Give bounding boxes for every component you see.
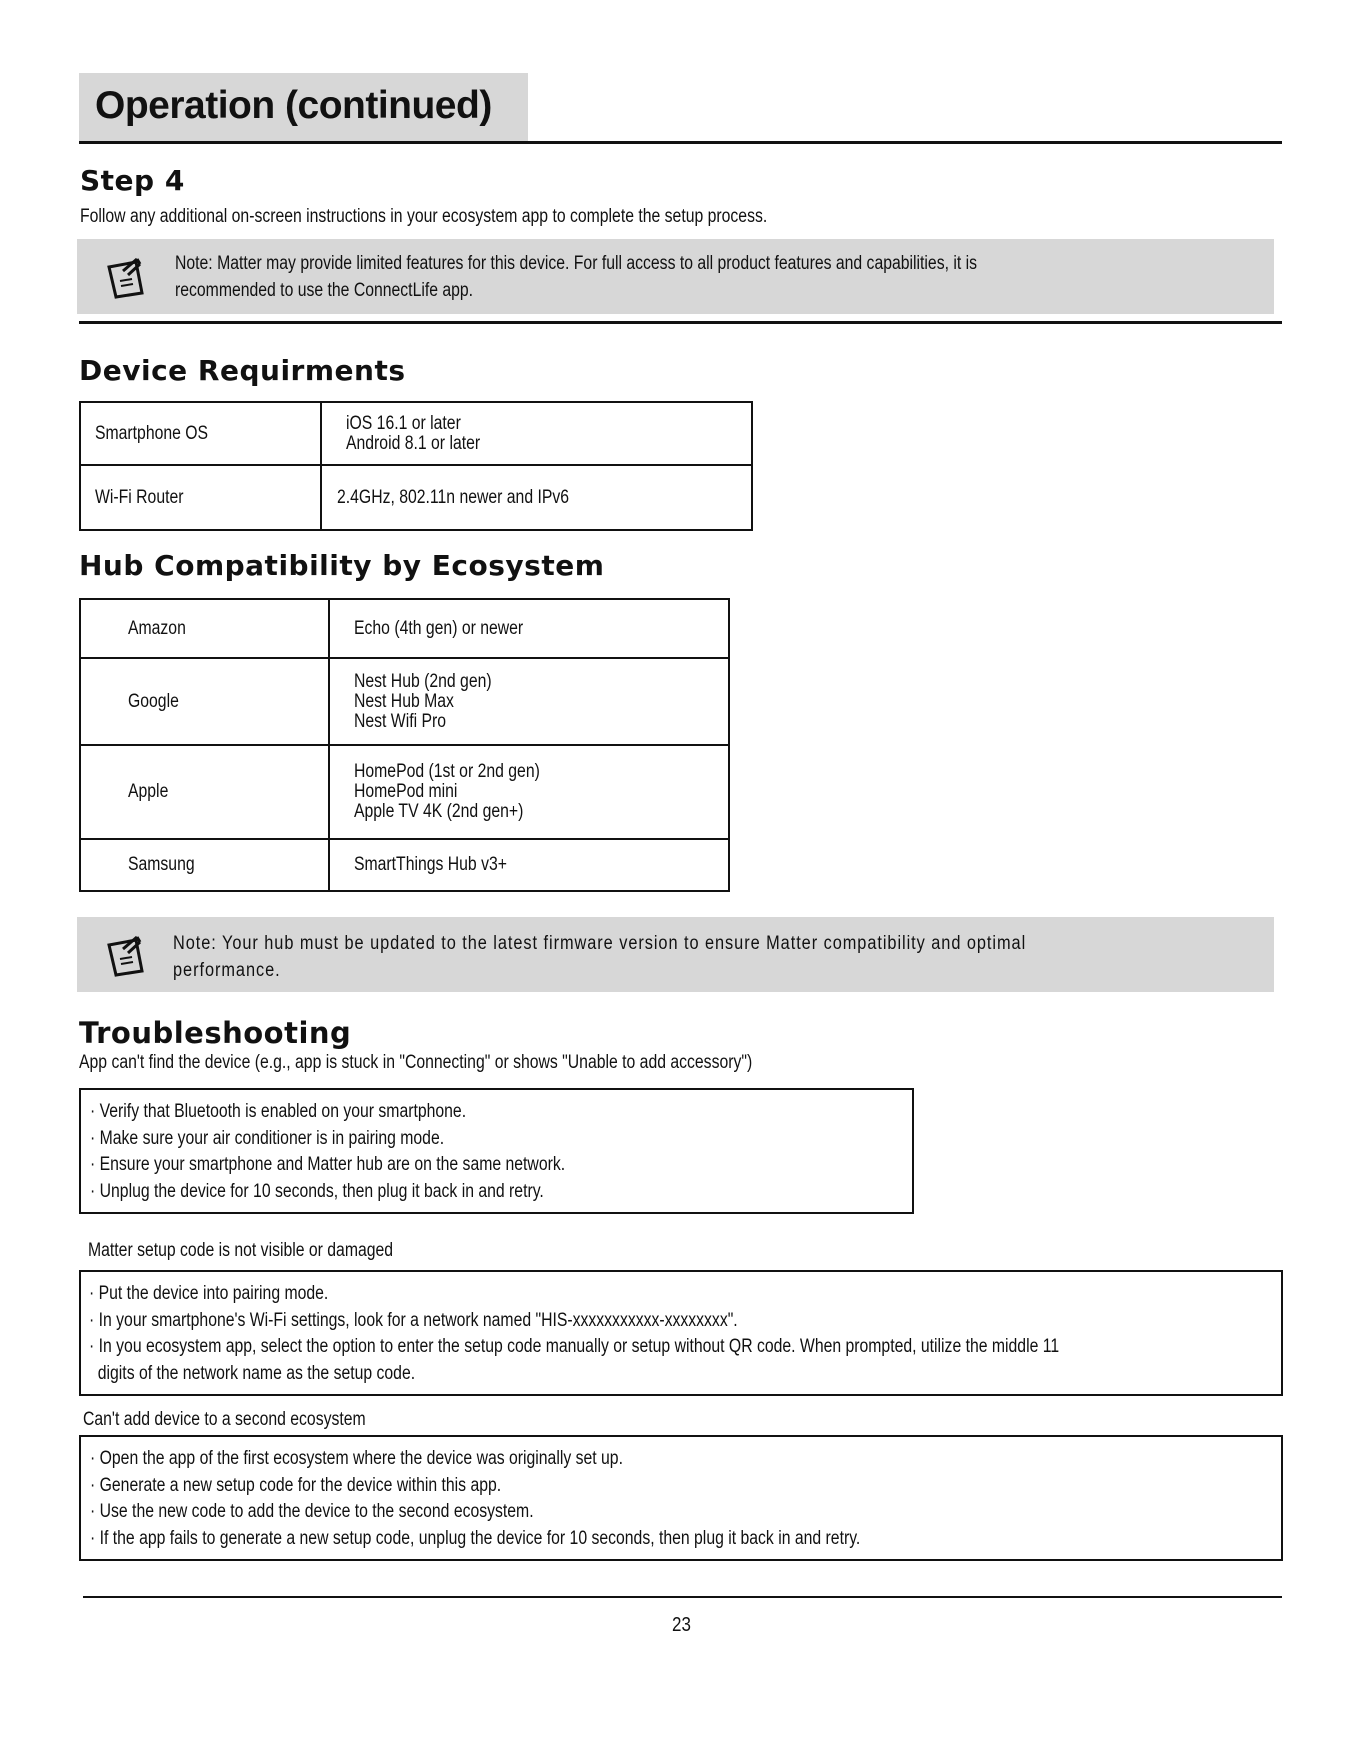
- section-rule: [79, 321, 1282, 324]
- table-row: [80, 745, 729, 839]
- page-title: Operation (continued): [95, 84, 492, 127]
- footer-rule: [83, 1596, 1282, 1598]
- device-requirements-heading: Device Requirments: [79, 354, 406, 387]
- device-requirements-table: [79, 401, 753, 531]
- step-4-text: Follow any additional on-screen instructions in your ecosystem app to complete the setup process.: [80, 206, 768, 227]
- issue-box: [79, 1088, 914, 1214]
- table-cell-value: Nest Hub (2nd gen) Nest Hub Max Nest Wifi Pro: [329, 658, 729, 745]
- table-row: [80, 839, 729, 891]
- table-row: [80, 658, 729, 745]
- issue-box: [79, 1435, 1283, 1561]
- table-row: [80, 599, 729, 658]
- note-icon: [106, 933, 152, 977]
- note-icon: [106, 255, 152, 299]
- note-box-firmware: [77, 917, 1274, 992]
- table-cell-value: SmartThings Hub v3+: [329, 839, 729, 891]
- table-cell-label: Smartphone OS: [80, 402, 321, 465]
- note-box-matter: [77, 239, 1274, 314]
- table-cell-label: Google: [80, 658, 329, 745]
- list-item: digits of the network name as the setup code.: [89, 1362, 416, 1384]
- list-item: · Open the app of the first ecosystem where the device was originally set up.: [90, 1448, 623, 1469]
- step-4-heading: Step 4: [80, 164, 185, 197]
- list-item: · Use the new code to add the device to the second ecosystem.: [90, 1501, 534, 1522]
- table-cell-value: iOS 16.1 or later Android 8.1 or later: [321, 402, 752, 465]
- table-cell-label: Apple: [80, 745, 329, 839]
- note-text: Note: Matter may provide limited features for this device. For full access to all product features and capabilities, it is recommended to use the ConnectLife app.: [175, 253, 978, 301]
- table-cell-value: 2.4GHz, 802.11n newer and IPv6: [321, 465, 752, 530]
- list-item: · Ensure your smartphone and Matter hub are on the same network.: [90, 1154, 566, 1175]
- issue-list: [90, 1099, 912, 1205]
- troubleshooting-heading: Troubleshooting: [79, 1016, 352, 1050]
- table-row: [80, 465, 752, 530]
- list-item: · In you ecosystem app, select the option to enter the setup code manually or setup without QR code. When prompted, utilize the middle 11: [89, 1336, 1060, 1357]
- list-item: · Verify that Bluetooth is enabled on your smartphone.: [90, 1101, 467, 1122]
- issue-list: [90, 1446, 1281, 1552]
- list-item: · Make sure your air conditioner is in pairing mode.: [90, 1127, 445, 1149]
- table-cell-value: Echo (4th gen) or newer: [329, 599, 729, 658]
- hub-compatibility-heading: Hub Compatibility by Ecosystem: [79, 549, 605, 582]
- list-item: · Unplug the device for 10 seconds, then plug it back in and retry.: [90, 1180, 544, 1202]
- list-item: · Generate a new setup code for the device within this app.: [90, 1474, 502, 1496]
- list-item: · If the app fails to generate a new setup code, unplug the device for 10 seconds, then plug it back in and retry.: [90, 1527, 861, 1549]
- list-item: · In your smartphone's Wi-Fi settings, look for a network named "HIS-xxxxxxxxxxx-xxxxxxxx".: [89, 1309, 738, 1331]
- header-rule: [79, 141, 1282, 144]
- issue-title: Matter setup code is not visible or damaged: [88, 1240, 394, 1261]
- table-cell-value: HomePod (1st or 2nd gen) HomePod mini Apple TV 4K (2nd gen+): [329, 745, 729, 839]
- issue-title: App can't find the device (e.g., app is stuck in "Connecting" or shows "Unable to add accessory"): [79, 1052, 753, 1073]
- issue-box: [79, 1270, 1283, 1396]
- table-cell-label: Wi-Fi Router: [80, 465, 321, 530]
- table-cell-label: Samsung: [80, 839, 329, 891]
- hub-compatibility-table: [79, 598, 730, 892]
- table-cell-label: Amazon: [80, 599, 329, 658]
- list-item: · Put the device into pairing mode.: [89, 1283, 329, 1304]
- note-text: Note: Your hub must be updated to the latest firmware version to ensure Matter compatibility and optimal performance.: [173, 933, 1027, 981]
- issue-title: Can't add device to a second ecosystem: [83, 1409, 366, 1430]
- issue-list: [89, 1281, 1281, 1387]
- page-number: 23: [672, 1614, 691, 1636]
- table-row: [80, 402, 752, 465]
